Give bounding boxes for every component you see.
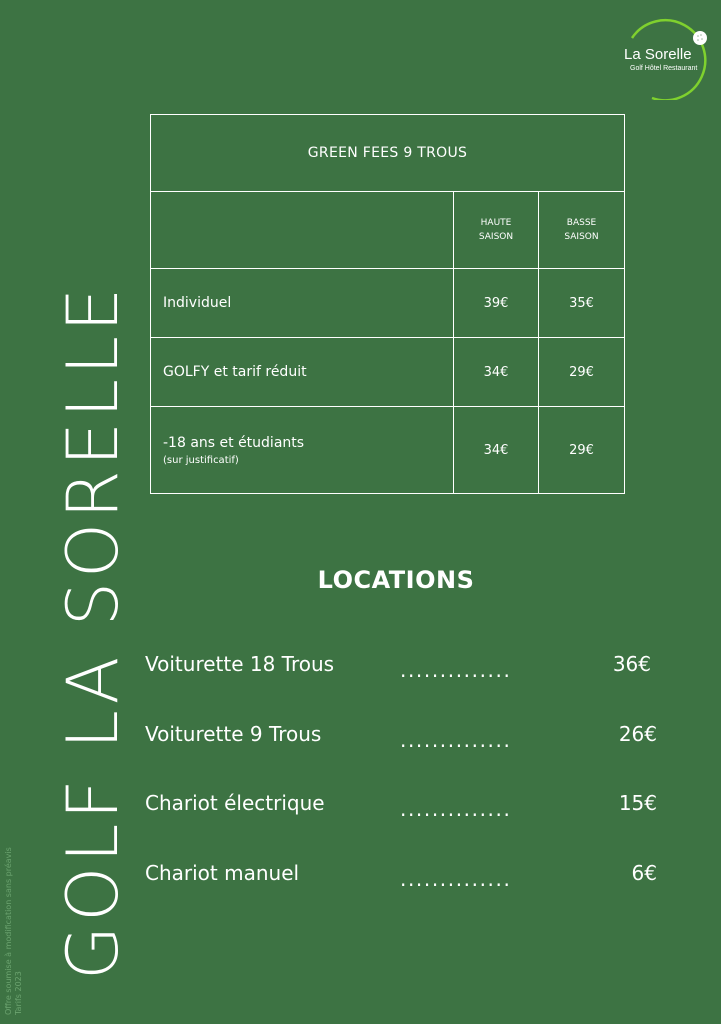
vertical-disclaimer [4,847,24,1015]
price-basse: 29€ [539,407,625,494]
list-item [145,722,665,752]
logo-subtitle: Golf Hôtel Restaurant [630,65,698,72]
rental-name: Chariot électrique [145,791,325,815]
rental-name: Chariot manuel [145,861,300,885]
table-row [151,407,625,494]
table-row [151,338,625,407]
dot-leader: .............. [400,658,512,682]
table-header-row [151,192,625,269]
rental-price: 36€ [612,652,651,676]
row-label: GOLFY et tarif réduit [151,338,454,407]
row-label: Individuel [151,269,454,338]
list-item [145,791,665,821]
rental-price: 6€ [631,861,657,885]
column-haute-saison [454,192,539,269]
column-label: BASSE [566,218,597,228]
price-basse: 35€ [539,269,625,338]
rental-name: Voiturette 18 Trous [145,652,335,676]
rental-name: Voiturette 9 Trous [145,722,322,746]
rental-price: 26€ [618,722,657,746]
rental-price: 15€ [618,791,657,815]
column-basse-saison [539,192,625,269]
column-label: SAISON [564,232,599,242]
dot-leader: .............. [400,728,512,752]
logo [612,10,714,100]
disclaimer-line: Offre soumise à modification sans préavis [4,847,13,1015]
vertical-title: GOLF LA SORELLE [52,283,134,980]
price-haute: 34€ [454,407,539,494]
row-label: -18 ans et étudiants [163,434,305,451]
price-basse: 29€ [539,338,625,407]
dot-leader: .............. [400,867,512,891]
column-label: SAISON [478,232,514,242]
price-haute: 34€ [454,338,539,407]
price-haute: 39€ [454,269,539,338]
row-note: (sur justificatif) [163,454,239,466]
locations-title: LOCATIONS [317,566,475,594]
table-header-empty [151,192,454,269]
table-title-row [151,115,625,192]
column-label: HAUTE [480,218,512,228]
row-label-cell [151,407,454,494]
list-item [145,652,665,682]
green-fees-table [150,114,625,494]
table-row [151,269,625,338]
dot-leader: .............. [400,797,512,821]
tariff-year: Tarifs 2023 [14,971,23,1015]
table-title: GREEN FEES 9 TROUS [151,115,625,192]
logo-brand: La Sorelle [624,46,692,63]
list-item [145,861,665,891]
